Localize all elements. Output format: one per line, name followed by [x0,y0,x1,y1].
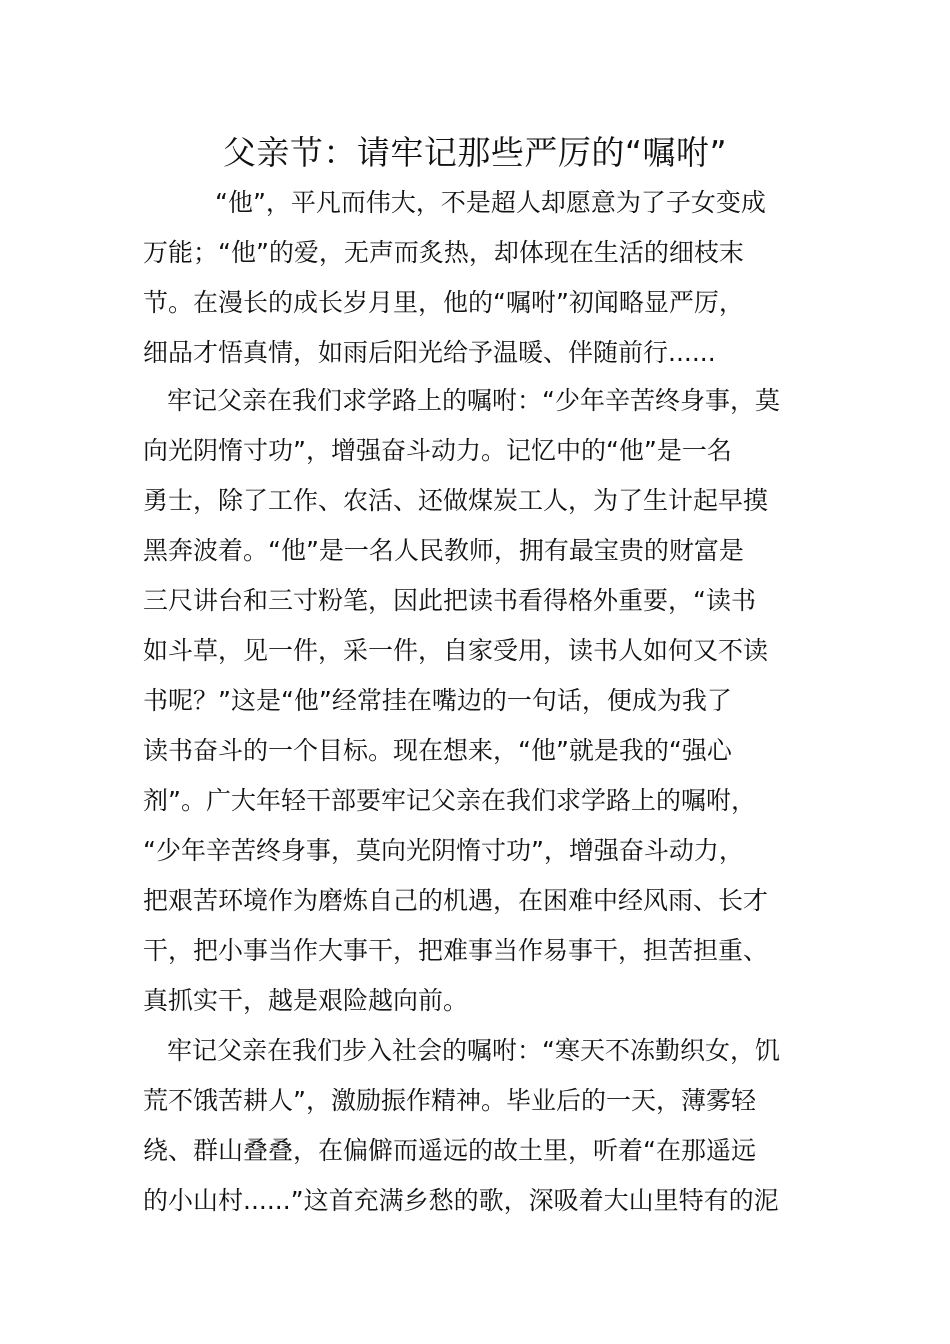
paragraph-line: 读书奋斗的一个目标。现在想来，“他”就是我的“强心 [143,736,732,765]
paragraph-line: 把艰苦环境作为磨炼自己的机遇，在困难中经风雨、长才 [143,886,769,915]
document-title: 父亲节：请牢记那些严厉的“嘱咐” [222,133,728,172]
paragraph-line: 牢记父亲在我们步入社会的嘱咐：“寒天不冻勤织女，饥 [167,1036,780,1065]
paragraph-line: 剂”。广大年轻干部要牢记父亲在我们求学路上的嘱咐， [143,786,756,815]
paragraph-intro [143,178,810,378]
paragraph-line: 节。在漫长的成长岁月里，他的“嘱咐”初闻略显严厉， [143,288,744,317]
paragraph-line: 如斗草，见一件，采一件，自家受用，读书人如何又不读 [143,636,769,665]
paragraph-line: 的小山村......”这首充满乡愁的歌，深吸着大山里特有的泥 [143,1186,779,1215]
paragraph-line: 干，把小事当作大事干，把难事当作易事干，担苦担重、 [143,936,769,965]
paragraph-study [143,376,810,1026]
paragraph-line: 细品才悟真情，如雨后阳光给予温暖、伴随前行...... [143,338,716,367]
paragraph-line: 真抓实干，越是艰险越向前。 [143,986,469,1015]
paragraph-society [143,1026,810,1226]
paragraph-line: 万能；“他”的爱，无声而炙热，却体现在生活的细枝末 [143,238,744,267]
paragraph-line: “少年辛苦终身事，莫向光阴惰寸功”，增强奋斗动力， [143,836,744,865]
paragraph-line: “他”，平凡而伟大，不是超人却愿意为了子女变成 [215,188,766,217]
paragraph-line: 牢记父亲在我们求学路上的嘱咐：“少年辛苦终身事，莫 [167,386,780,415]
paragraph-line: 荒不饿苦耕人”，激励振作精神。毕业后的一天，薄雾轻 [143,1086,756,1115]
paragraph-line: 绕、群山叠叠，在偏僻而遥远的故土里，听着“在那遥远 [143,1136,756,1165]
paragraph-line: 向光阴惰寸功”，增强奋斗动力。记忆中的“他”是一名 [143,436,732,465]
paragraph-line: 三尺讲台和三寸粉笔，因此把读书看得格外重要，“读书 [143,586,756,615]
paragraph-line: 书呢？”这是“他”经常挂在嘴边的一句话，便成为我了 [143,686,732,715]
paragraph-line: 黑奔波着。“他”是一名人民教师，拥有最宝贵的财富是 [143,536,744,565]
paragraph-line: 勇士，除了工作、农活、还做煤炭工人，为了生计起早摸 [143,486,769,515]
